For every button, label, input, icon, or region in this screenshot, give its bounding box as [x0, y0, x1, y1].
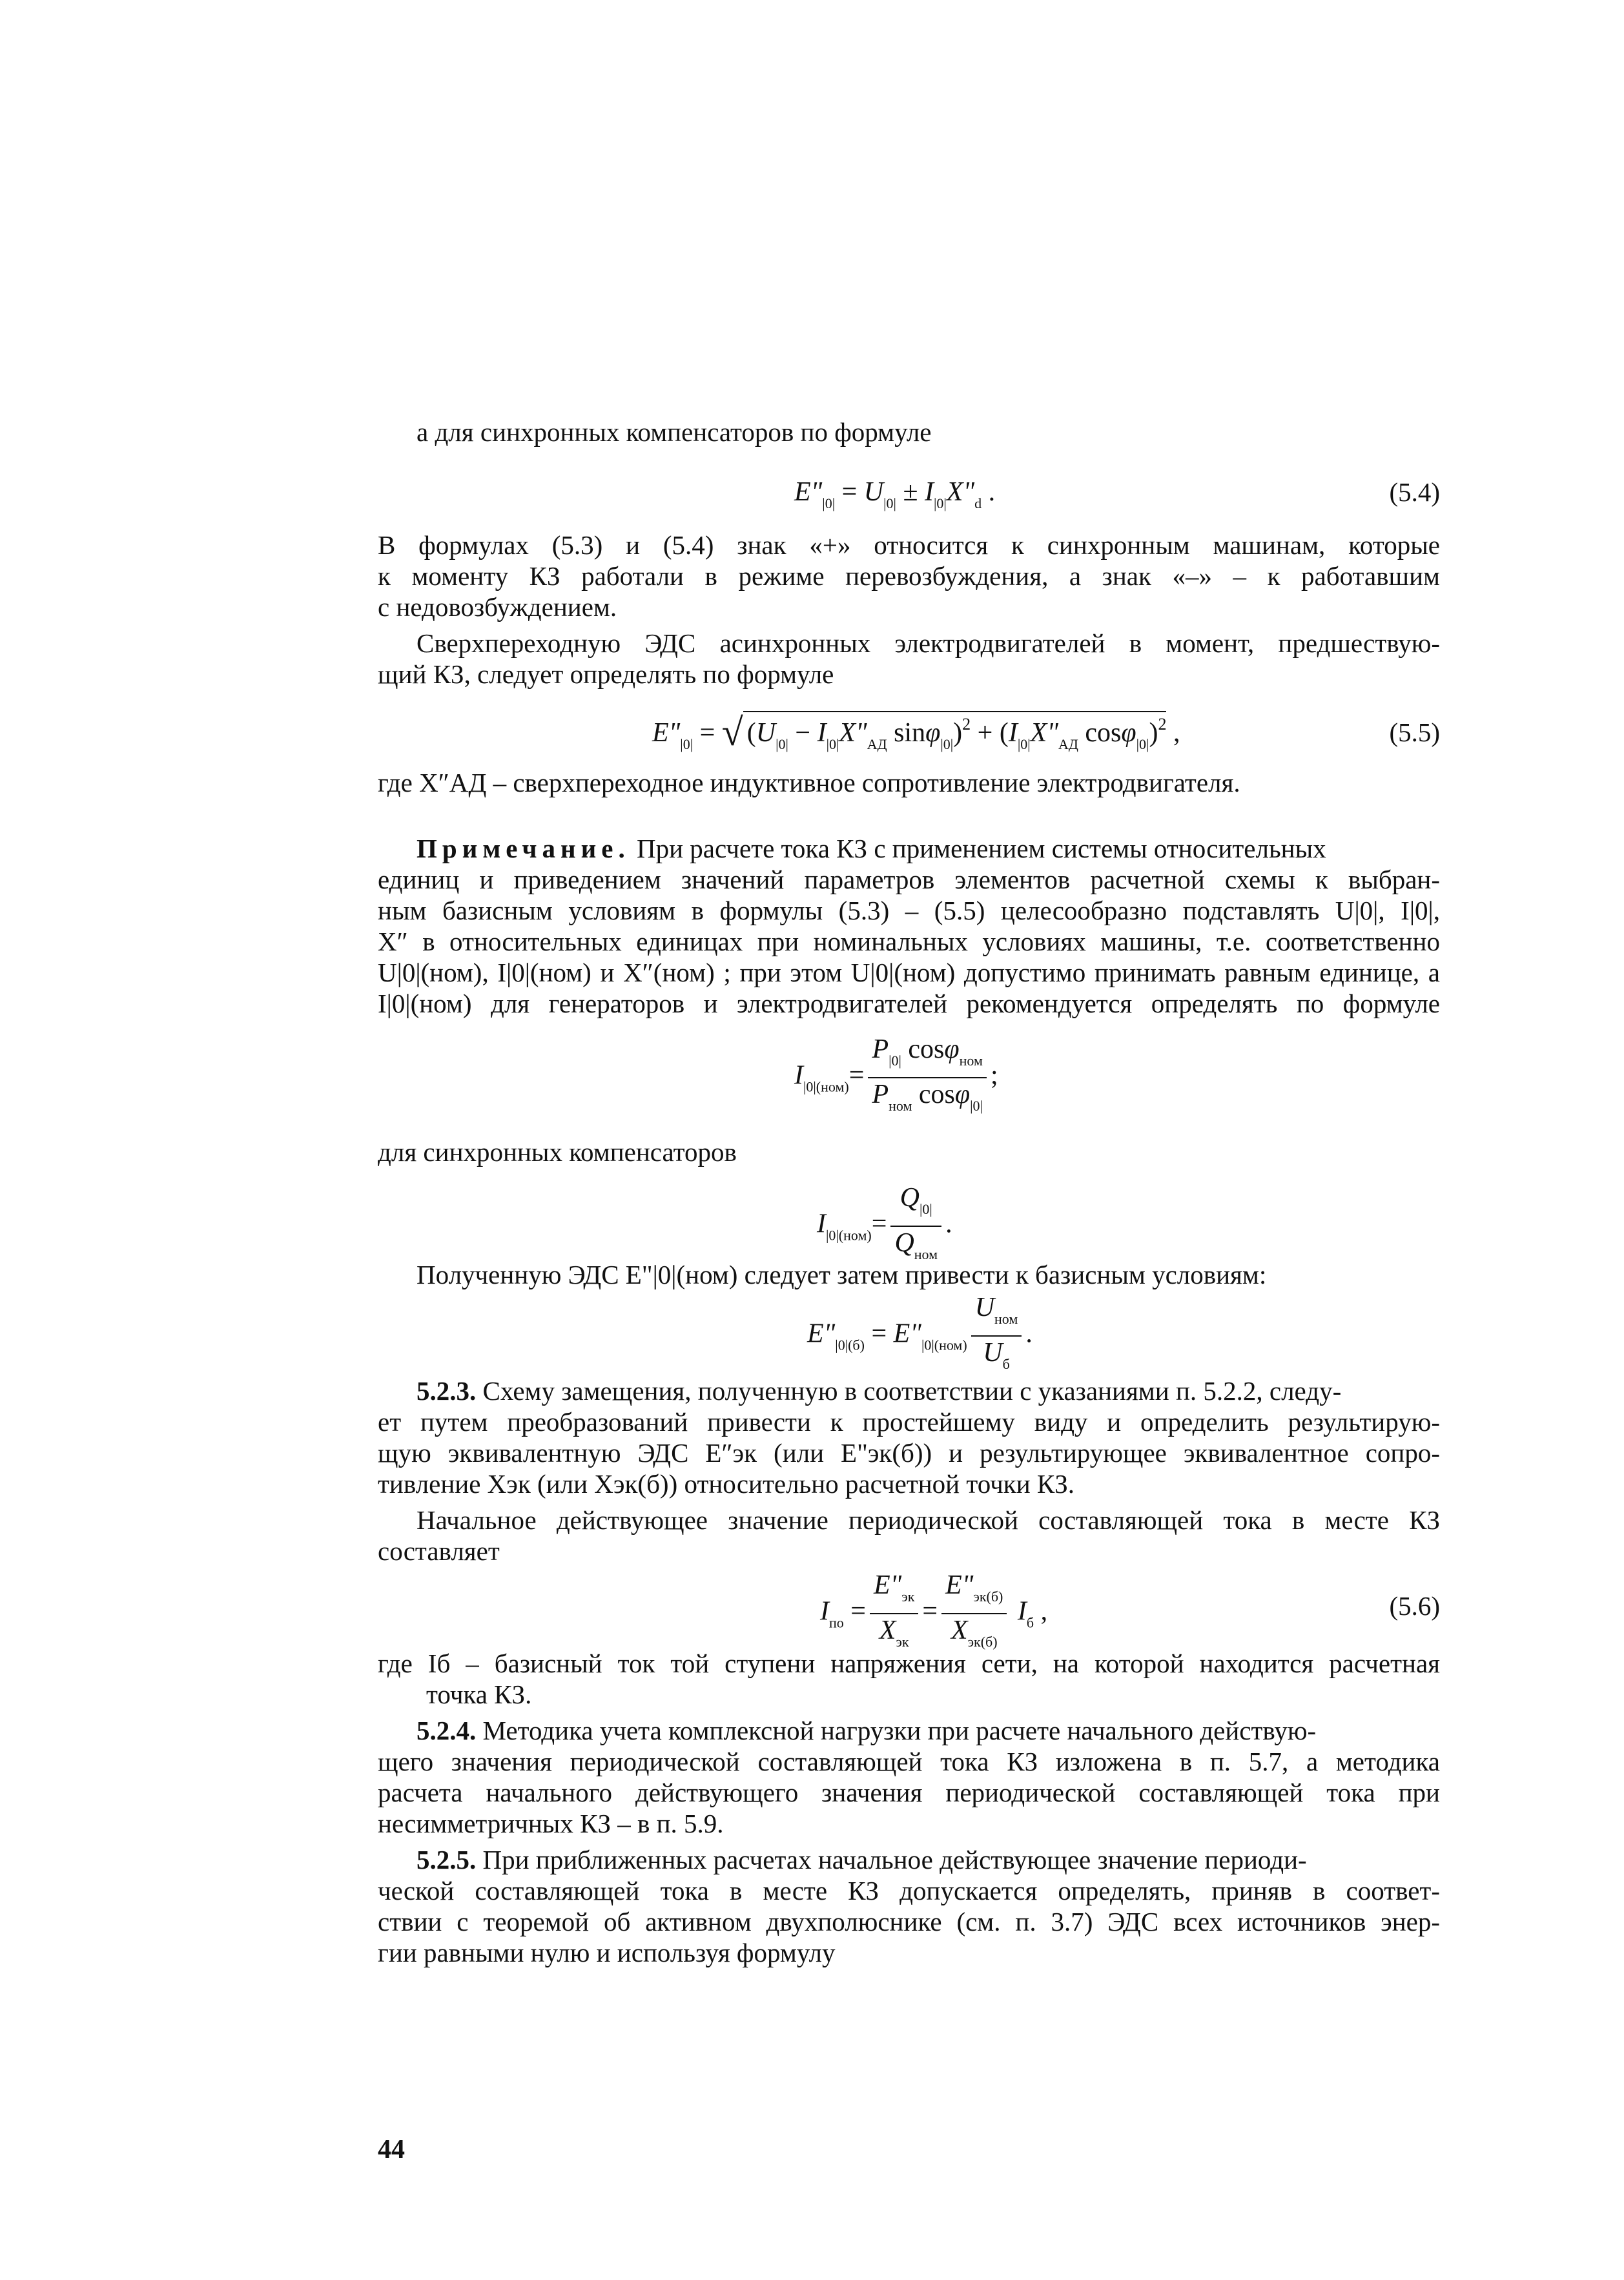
section-line: составляет: [378, 1536, 500, 1566]
section-line: щую эквивалентную ЭДС E″эк (или E"эк(б)) и результирующее эквивалентное сопро-: [378, 1438, 1440, 1468]
paragraph-line: В формулах (5.3) и (5.4) знак «+» относится к синхронным машинам, которые: [378, 530, 1440, 560]
paragraph-line: с недовозбуждением.: [378, 592, 617, 622]
equation-number: (5.4): [1389, 477, 1440, 507]
text-line: а для синхронных компенсаторов по формуле: [416, 417, 932, 447]
equation-number: (5.5): [1389, 717, 1440, 747]
note-line: единиц и приведением значений параметров элементов расчетной схемы к выбран-: [378, 865, 1440, 894]
section-line: ствии с теоремой об активном двухполюснике (см. п. 3.7) ЭДС всех источников энер-: [378, 1907, 1440, 1936]
section-line: ческой составляющей тока в месте КЗ допускается определять, приняв в соответ-: [378, 1876, 1440, 1905]
section-number: 5.2.4.: [416, 1716, 477, 1745]
note-line: X″ в относительных единицах при номинальных условиях машины, т.е. соответственно: [378, 927, 1440, 956]
paragraph-line: где Iб – базисный ток той ступени напряжения сети, на которой находится расчетная: [378, 1648, 1440, 1678]
section-number: 5.2.5.: [416, 1845, 477, 1874]
note-label: Примечание.: [416, 834, 630, 863]
section-line: [416, 1375, 1440, 1406]
paragraph-line: к моменту КЗ работали в режиме перевозбуждения, а знак «–» – к работавшим: [378, 561, 1440, 591]
section-line: несимметричных КЗ – в п. 5.9.: [378, 1809, 724, 1838]
formula-current-nom: $I_{|0|(ном)}=$ $\frac{P_{|0|} \cos\varphi_{ном}}{P_{ном} \cos\varphi_{|0|}}$ ;: [794, 1034, 998, 1114]
note-line: ным базисным условиям в формулы (5.3) – (5.5) целесообразно подставлять U|0|, I|0|,: [378, 896, 1440, 925]
section-number: 5.2.3.: [416, 1376, 477, 1406]
paragraph-line: щий КЗ, следует определять по формуле: [378, 659, 834, 689]
page-number: 44: [378, 2135, 405, 2164]
note-line: I|0|(ном) для генераторов и электродвигателей рекомендуется определять по формуле: [378, 989, 1440, 1018]
paragraph-line: для синхронных компенсаторов: [378, 1137, 737, 1167]
section-line: гии равными нулю и используя формулу: [378, 1938, 836, 1967]
section-line: расчета начального действующего значения периодической составляющей тока при: [378, 1778, 1440, 1807]
paragraph-line: Сверхпереходную ЭДС асинхронных электродвигателей в момент, предшествую-: [416, 628, 1440, 658]
formula-emf-base: $E"_{|0|(б)}$ = $E"_{|0|(ном)}$ $\frac{U_{ном}}{U_б}$ .: [807, 1293, 1033, 1372]
note-line: [416, 833, 1440, 864]
formula-5-6: $I_{по}$ = $\frac{E"_{эк}}{X_{эк}}$ = $\frac{E"_{эк(б)}}{X_{эк(б)}}$ $I_б$ ,: [820, 1570, 1048, 1650]
formula-5-5: $E"_{|0|}$ = √ ($U_{|0|}$ − $I_{|0|}X"_{АД}$ $\sin\varphi_{|0|})^2 + (I_{|0|}X"_{АД}$ cosφ$_{|0|}$)$^2$ ,: [652, 711, 1180, 754]
paragraph-line: точка КЗ.: [426, 1679, 532, 1709]
section-text: Схему замещения, полученную в соответствии с указаниями п. 5.2.2, следу-: [482, 1376, 1342, 1406]
note-line: U|0|(ном), I|0|(ном) и X″(ном) ; при этом U|0|(ном) допустимо принимать равным единице, а: [378, 958, 1440, 987]
section-line: ет путем преобразований привести к простейшему виду и определить результирую-: [378, 1407, 1440, 1437]
section-line: тивление Xэк (или Xэк(б)) относительно расчетной точки КЗ.: [378, 1469, 1075, 1499]
formula-current-compensator: $I_{|0|(ном)}=$ $\frac{Q_{|0|}}{Q_{ном}}$ .: [817, 1183, 952, 1262]
paragraph-line: Полученную ЭДС E"|0|(ном) следует затем привести к базисным условиям:: [416, 1260, 1267, 1289]
section-text: При приближенных расчетах начальное действующее значение периоди-: [482, 1845, 1307, 1874]
section-line: [416, 1844, 1440, 1875]
formula-5-4: $E"_{|0|} = U_{|0|}$ ± $I_{|0|}X"_d$ .: [794, 477, 996, 511]
section-line: [416, 1715, 1440, 1746]
equation-number: (5.6): [1389, 1591, 1440, 1621]
paragraph-line: где X″АД – сверхпереходное индуктивное сопротивление электродвигателя.: [378, 768, 1240, 797]
note-text: При расчете тока КЗ с применением системы относительных: [637, 834, 1326, 863]
section-line: Начальное действующее значение периодической составляющей тока в месте КЗ: [416, 1505, 1440, 1535]
section-line: щего значения периодической составляющей тока КЗ изложена в п. 5.7, а методика: [378, 1747, 1440, 1776]
section-text: Методика учета комплексной нагрузки при расчете начального действую-: [482, 1716, 1317, 1745]
